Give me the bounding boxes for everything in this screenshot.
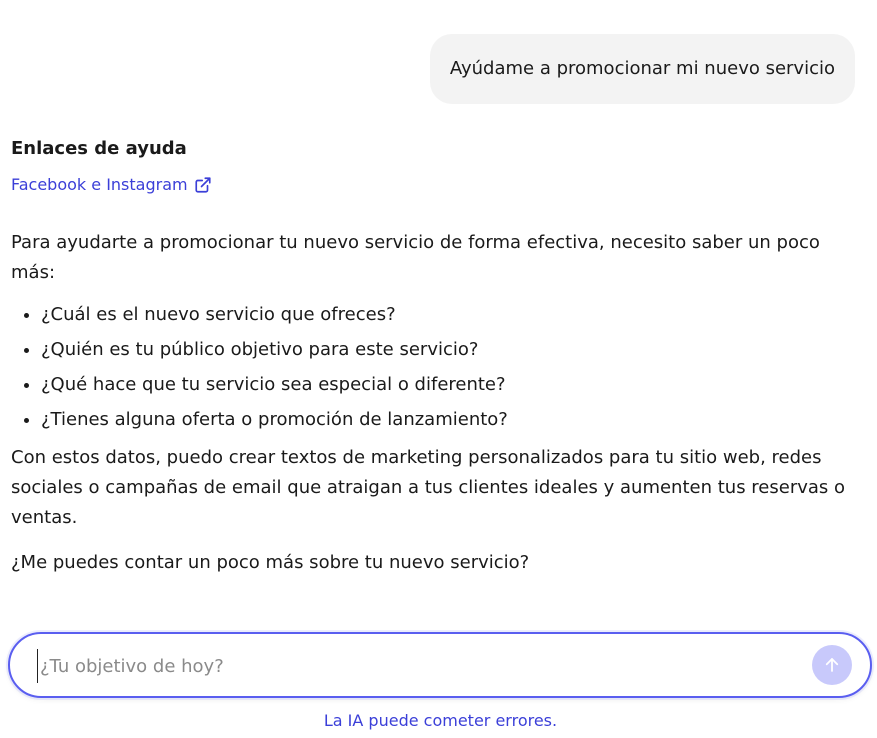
assistant-follow-up-text: Con estos datos, puedo crear textos de marketing personalizados para tu sitio web, redes sociales o campañas de email que atraigan a tus clientes ideales y aumenten tus reservas o ventas. (11, 447, 846, 528)
send-button[interactable] (812, 645, 852, 685)
message-composer (8, 632, 872, 698)
question-list (11, 300, 861, 435)
user-message-bubble (430, 34, 855, 104)
arrow-up-icon (823, 656, 841, 674)
list-item: • ¿Quién es tu público objetivo para este servicio? (41, 335, 861, 365)
message-input[interactable] (37, 649, 802, 683)
user-message-text: Ayúdame a promocionar mi nuevo servicio (449, 58, 835, 80)
assistant-message (11, 136, 861, 578)
ai-disclaimer: La IA puede cometer errores. (323, 711, 558, 730)
help-links-heading: Enlaces de ayuda (11, 138, 187, 159)
assistant-intro-text: Para ayudarte a promocionar tu nuevo servicio de forma efectiva, necesito saber un poco más: (11, 232, 820, 283)
list-item: • ¿Tienes alguna oferta o promoción de lanzamiento? (41, 405, 861, 435)
assistant-closing-question: ¿Me puedes contar un poco más sobre tu nuevo servicio? (11, 552, 530, 573)
external-link-icon (194, 176, 212, 194)
list-item: • ¿Cuál es el nuevo servicio que ofreces? (41, 300, 861, 330)
list-item: • ¿Qué hace que tu servicio sea especial o diferente? (41, 370, 861, 400)
help-link-label: Facebook e Instagram (11, 175, 188, 194)
help-link-facebook-instagram[interactable] (11, 174, 212, 196)
